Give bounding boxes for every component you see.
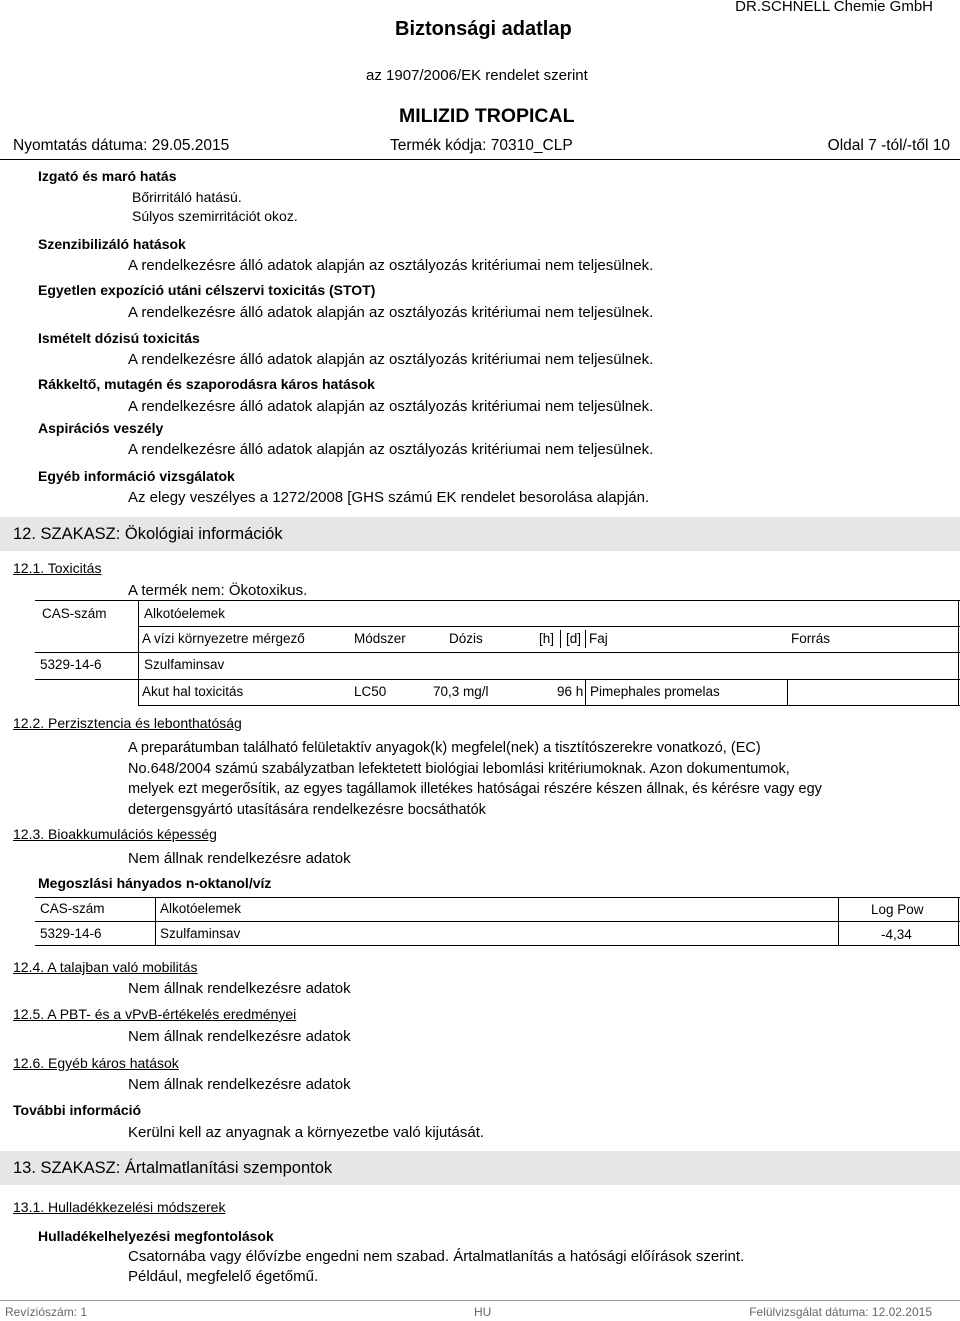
tox-header-species: Faj [589,631,608,646]
other-info-text: Az elegy veszélyes a 1272/2008 [GHS számú EK rendelet besorolása alapján. [128,489,650,506]
other-info-heading: Egyéb információ vizsgálatok [38,468,235,484]
header-divider [0,159,960,160]
partition-coefficient-heading: Megoszlási hányados n-oktanol/víz [38,875,272,891]
other-effects-text: Nem állnak rendelkezésre adatok [128,1076,351,1093]
sensitisation-text: A rendelkezésre álló adatok alapján az osztályozás kritériumai nem teljesülnek. [128,257,654,274]
tox-method-value: LC50 [354,684,387,699]
tox-header-source: Forrás [791,631,831,646]
pbt-text: Nem állnak rendelkezésre adatok [128,1028,351,1045]
tox-dose-value: 70,3 mg/l [433,684,489,699]
footer-divider [0,1300,960,1301]
biodegradation-text: A preparátumban található felületaktív anyagok(k) megfelel(nek) a tisztítószerekre vonatkozó, (EC) No.648/2004 számú szabályzatban lefektetett biológiai lebomlási kritériumoknak. Azon dokumentumok, melyek ezt megerősítik, az egyes tagállamok illetékes hatóságai részére készen állnak, és kérésre vagy egy detergensgyártó utasítására rendelkezésre bocsáthatók [128,740,822,818]
disposal-heading: Hulladékelhelyezési megfontolások [38,1228,274,1244]
stot-heading: Egyetlen expozíció utáni célszervi toxicitás (STOT) [38,282,376,298]
page-number: Oldal 7 -tól/-től 10 [827,137,950,154]
irritant-line-1: Bőrirritáló hatású. [132,189,242,205]
tox-test-value: Akut hal toxicitás [142,684,244,699]
subsection-13-1: 13.1. Hulladékkezelési módszerek [13,1199,226,1215]
language-code: HU [474,1305,492,1319]
soil-mobility-text: Nem állnak rendelkezésre adatok [128,980,351,997]
irritant-heading: Izgató és maró hatás [38,168,177,184]
pow-header-cas: CAS-szám [40,901,105,916]
tox-hours-value: 96 h [557,684,584,699]
product-name: MILIZID TROPICAL [399,105,575,127]
bioaccumulation-text: Nem állnak rendelkezésre adatok [128,850,351,867]
regulation-text: az 1907/2006/EK rendelet szerint [366,67,588,84]
stot-text: A rendelkezésre álló adatok alapján az osztályozás kritériumai nem teljesülnek. [128,304,654,321]
subsection-12-6: 12.6. Egyéb káros hatások [13,1055,179,1071]
subsection-12-2: 12.2. Perzisztencia és lebonthatóság [13,715,242,731]
subsection-12-3: 12.3. Bioakkumulációs képesség [13,826,217,842]
tox-header-hours: [h] [539,631,555,646]
aspiration-heading: Aspirációs veszély [38,420,164,436]
irritant-line-2: Súlyos szemirritációt okoz. [132,208,298,224]
cmr-heading: Rákkeltő, mutagén és szaporodásra káros hatások [38,376,375,392]
review-date: Felülvizsgálat dátuma: 12.02.2015 [749,1305,932,1319]
product-code: Termék kódja: 70310_CLP [390,137,573,154]
disposal-line-1: Csatornába vagy élővízbe engedni nem szabad. Ártalmatlanítás a hatósági előírások szerint. [128,1248,745,1265]
tox-header-aquatic: A vízi környezetre mérgező [142,631,305,646]
ecotoxic-note: A termék nem: Ökotoxikus. [128,582,308,599]
pow-cas-value: 5329-14-6 [40,926,102,941]
disposal-line-2: Például, megfelelő égetőmű. [128,1268,319,1285]
aspiration-text: A rendelkezésre álló adatok alapján az osztályozás kritériumai nem teljesülnek. [128,441,654,458]
sensitisation-heading: Szenzibilizáló hatások [38,236,186,252]
tox-header-method: Módszer [354,631,406,646]
section-12-title: 12. SZAKASZ: Ökológiai információk [13,525,283,543]
pow-component-value: Szulfaminsav [160,926,241,941]
repeated-dose-text: A rendelkezésre álló adatok alapján az osztályozás kritériumai nem teljesülnek. [128,351,654,368]
further-info-text: Kerülni kell az anyagnak a környezetbe való kijutását. [128,1124,485,1141]
cmr-text: A rendelkezésre álló adatok alapján az osztályozás kritériumai nem teljesülnek. [128,398,654,415]
tox-header-components: Alkotóelemek [144,606,226,621]
tox-header-days: [d] [566,631,582,646]
document-title: Biztonsági adatlap [395,18,572,40]
further-info-heading: További információ [13,1102,142,1118]
pow-header-logpow: Log Pow [871,902,924,917]
subsection-12-5: 12.5. A PBT- és a vPvB-értékelés eredményei [13,1006,297,1022]
company-name: DR.SCHNELL Chemie GmbH [735,0,933,15]
tox-species-value: Pimephales promelas [590,684,720,699]
pow-logpow-value: -4,34 [881,927,912,942]
revision-number: Revíziószám: 1 [5,1305,88,1319]
subsection-12-1: 12.1. Toxicitás [13,560,102,576]
section-13-title: 13. SZAKASZ: Ártalmatlanítási szempontok [13,1159,333,1177]
repeated-dose-heading: Ismételt dózisú toxicitás [38,330,200,346]
tox-cas-value: 5329-14-6 [40,657,102,672]
subsection-12-4: 12.4. A talajban való mobilitás [13,959,198,975]
tox-component-value: Szulfaminsav [144,657,225,672]
tox-header-dose: Dózis [449,631,483,646]
print-date: Nyomtatás dátuma: 29.05.2015 [13,137,230,154]
tox-header-cas: CAS-szám [42,606,107,621]
pow-header-components: Alkotóelemek [160,901,242,916]
